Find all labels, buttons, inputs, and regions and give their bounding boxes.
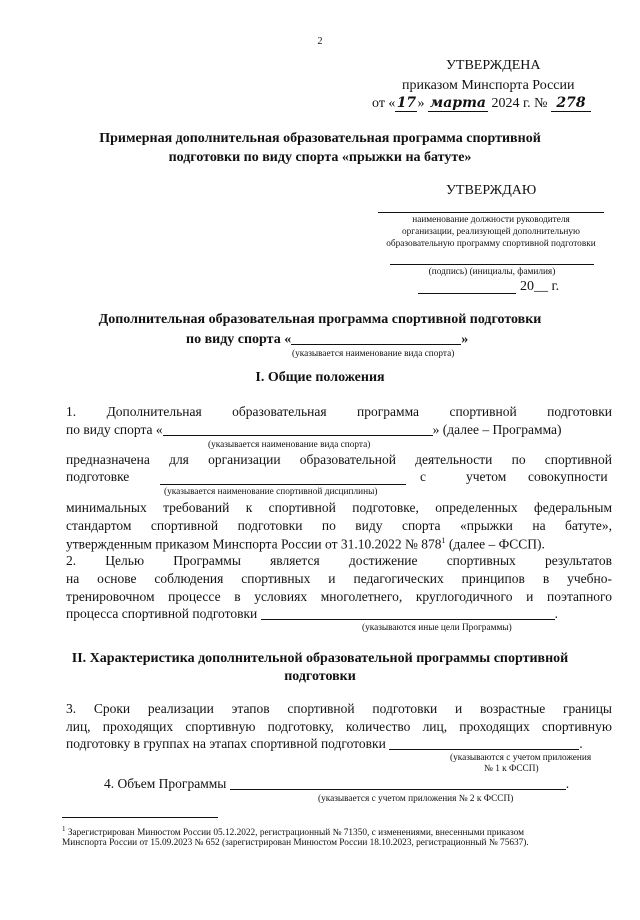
doc-title-line1: Примерная дополнительная образовательная программа спортивной bbox=[99, 131, 541, 146]
p4-caption: (указывается с учетом приложения № 2 к ФССП) bbox=[318, 794, 514, 804]
p3-line1: 3. Сроки реализации этапов спортивной подготовки и возрастные границы bbox=[66, 701, 612, 716]
p1-line4-w2: совокупности bbox=[528, 469, 608, 484]
program-title-line1: Дополнительная образовательная программа спортивной подготовки bbox=[98, 312, 542, 327]
section2-heading-line2: подготовки bbox=[284, 669, 356, 684]
program-title-prefix: по виду спорта « bbox=[186, 332, 292, 347]
p1-line7-b: (далее – ФССП). bbox=[445, 536, 545, 552]
p2-line4-suffix: . bbox=[554, 606, 559, 621]
p1-line7 bbox=[66, 536, 545, 553]
p1-line3: предназначена для организации образовательной деятельности по спортивной bbox=[66, 452, 612, 467]
p4-suffix: . bbox=[565, 776, 570, 791]
signature-caption: (подпись) (инициалы, фамилия) bbox=[428, 267, 556, 277]
p1-line7-a: утвержденным приказом Минспорта России от 31.10.2022 № 878 bbox=[66, 536, 442, 552]
p3-line3 bbox=[66, 736, 583, 752]
p2-line2: на основе соблюдения спортивных и педагогических принципов в учебно- bbox=[66, 571, 612, 586]
p1-line4-mid: с bbox=[420, 469, 426, 484]
footnote-line2: Минспорта России от 15.09.2023 № 652 (зарегистрирован Минюстом России 18.10.2023, регистрационный № 75637). bbox=[62, 838, 529, 848]
program-title-line2 bbox=[186, 330, 468, 348]
p2-line3: тренировочном процессе в условиях многолетнего, круглогодичного и поэтапного bbox=[66, 589, 612, 604]
p2-caption: (указываются иные цели Программы) bbox=[362, 623, 512, 633]
section1-heading: I. Общие положения bbox=[255, 370, 385, 385]
p2-line4 bbox=[66, 606, 558, 622]
p1-line4-prefix: подготовке bbox=[66, 469, 130, 484]
position-caption-3: образовательную программу спортивной подготовки bbox=[386, 239, 596, 249]
stages-blank bbox=[389, 736, 579, 750]
date-day: 17 bbox=[396, 95, 417, 111]
discipline-blank bbox=[160, 484, 406, 485]
date-prefix: от « bbox=[372, 96, 396, 111]
p3-line3-prefix: подготовку в группах на этапах спортивной подготовки bbox=[66, 736, 386, 751]
p2-line4-prefix: процесса спортивной подготовки bbox=[66, 606, 258, 621]
p1-line2 bbox=[66, 422, 562, 438]
signature-line bbox=[390, 264, 594, 265]
p1-line5: минимальных требований к спортивной подготовке, определенных федеральным bbox=[66, 500, 612, 515]
program-title-caption: (указывается наименование вида спорта) bbox=[292, 349, 455, 359]
goals-blank bbox=[261, 606, 555, 620]
p2-line1: 2. Целью Программы является достижение спортивных результатов bbox=[66, 553, 612, 568]
p1-line2-suffix: » (далее – Программа) bbox=[432, 422, 562, 437]
page-number: 2 bbox=[317, 36, 323, 47]
date-year: 2024 г. № bbox=[491, 96, 548, 111]
footnote-ref: 1 bbox=[441, 536, 446, 545]
footnote-marker: 1 bbox=[62, 825, 66, 833]
p1-line1: 1. Дополнительная образовательная программа спортивной подготовки bbox=[66, 404, 612, 419]
footnote-line1 bbox=[62, 825, 524, 838]
position-caption-2: организации, реализующей дополнительную bbox=[401, 227, 581, 237]
approve-date-line bbox=[418, 293, 516, 294]
p3-caption1: (указываются с учетом приложения bbox=[450, 753, 592, 763]
approved-by-order: приказом Минспорта России bbox=[402, 78, 575, 93]
sport-name-blank-2 bbox=[163, 422, 433, 436]
p4-line bbox=[104, 776, 569, 792]
p1-caption2: (указывается наименование спортивной дисциплины) bbox=[164, 487, 378, 497]
p4-prefix: 4. Объем Программы bbox=[104, 776, 227, 791]
footnote-text1: Зарегистрирован Минюстом России 05.12.2022, регистрационный № 71350, с изменениями, внесенными приказом bbox=[65, 828, 525, 839]
p3-line3-suffix: . bbox=[579, 736, 583, 751]
date-mid: » bbox=[417, 96, 425, 111]
p3-caption2: № 1 к ФССП) bbox=[484, 764, 539, 774]
volume-blank bbox=[230, 776, 566, 790]
program-title-suffix: » bbox=[461, 332, 469, 347]
position-caption-1: наименование должности руководителя bbox=[412, 215, 570, 225]
p1-line6: стандартом спортивной подготовки по виду спорта «прыжки на батуте», bbox=[66, 518, 612, 533]
p1-line4-w1: учетом bbox=[466, 469, 507, 484]
approved-title: УТВЕРЖДЕНА bbox=[446, 58, 541, 73]
footnote-separator bbox=[62, 817, 218, 818]
position-line bbox=[378, 212, 604, 213]
date-month: марта bbox=[429, 95, 486, 111]
approved-date-line bbox=[372, 95, 591, 112]
approve-date-text: 20__ г. bbox=[520, 279, 560, 294]
section2-heading-line1: II. Характеристика дополнительной образовательной программы спортивной bbox=[71, 651, 569, 666]
sport-name-blank bbox=[291, 330, 461, 345]
approve-title: УТВЕРЖДАЮ bbox=[446, 183, 537, 198]
p3-line2: лиц, проходящих спортивную подготовку, количество лиц, проходящих спортивную bbox=[66, 719, 612, 734]
p1-line2-prefix: по виду спорта « bbox=[66, 422, 163, 437]
p1-caption1: (указывается наименование вида спорта) bbox=[208, 440, 371, 450]
doc-title-line2: подготовки по виду спорта «прыжки на батуте» bbox=[168, 150, 472, 165]
order-number: 278 bbox=[551, 95, 591, 112]
